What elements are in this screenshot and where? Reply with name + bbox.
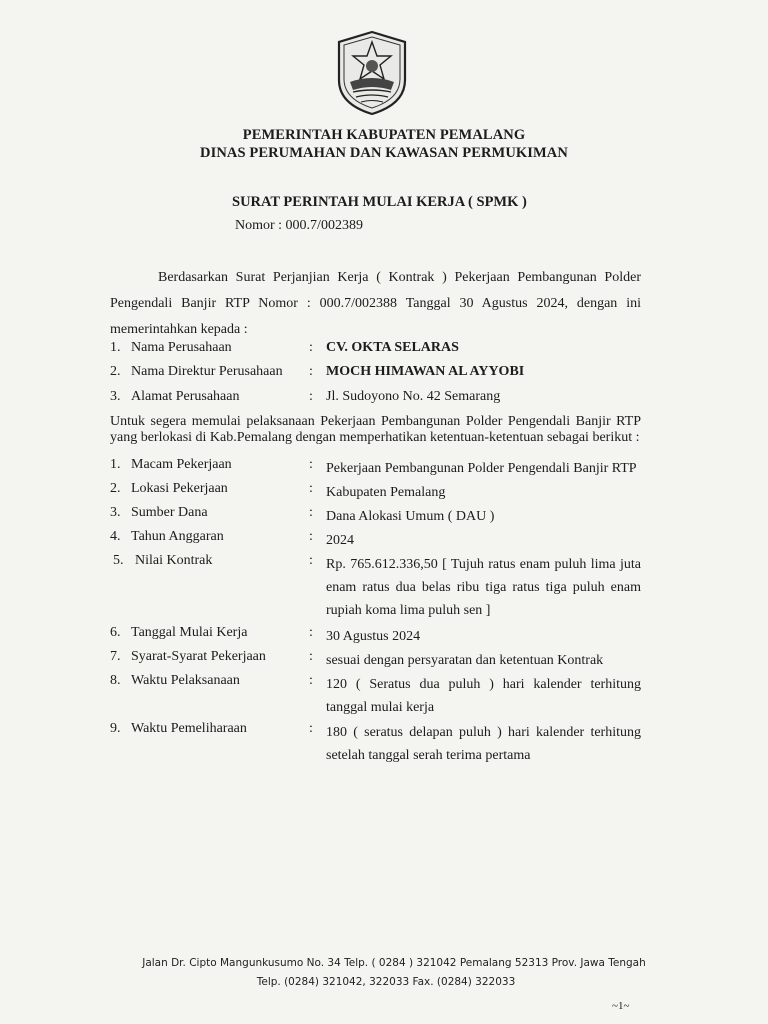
row-value: 120 ( Seratus dua puluh ) hari kalender terhitung tanggal mulai kerja: [326, 677, 641, 715]
letter-title: SURAT PERINTAH MULAI KERJA ( SPMK ): [232, 194, 527, 210]
row-label: Lokasi Pekerjaan: [131, 481, 228, 496]
row-label: Waktu Pemeliharaan: [131, 721, 247, 736]
intro-paragraph: Berdasarkan Surat Perjanjian Kerja ( Kontrak ) Pekerjaan Pembangunan Polder Pengendali Banjir RTP Nomor : 000.7/002388 Tanggal 30 Agustus 2024, dengan ini memerintahkan kepada :: [110, 270, 641, 337]
row-value: sesuai dengan persyaratan dan ketentuan Kontrak: [326, 653, 604, 668]
row-label: Syarat-Syarat Pekerjaan: [131, 649, 266, 664]
row-colon: :: [309, 721, 313, 736]
pemalang-emblem-logo: [333, 30, 411, 116]
government-name: PEMERINTAH KABUPATEN PEMALANG: [242, 127, 526, 143]
department-name: DINAS PERUMAHAN DAN KAWASAN PERMUKIMAN: [200, 145, 568, 161]
row-value: 30 Agustus 2024: [326, 629, 421, 644]
footer-phones: Telp. (0284) 321042, 322033 Fax. (0284) 322033: [256, 976, 516, 988]
row-colon: :: [309, 481, 313, 496]
row-number: 5.: [113, 553, 124, 568]
row-number: 1.: [110, 457, 121, 472]
row-number: 8.: [110, 673, 121, 688]
row-number: 3.: [110, 389, 121, 404]
page-number: ~1~: [612, 1000, 630, 1012]
row-colon: :: [309, 625, 313, 640]
row-label: Tahun Anggaran: [131, 529, 224, 544]
row-number: 4.: [110, 529, 121, 544]
row-label: Macam Pekerjaan: [131, 457, 232, 472]
row-label: Nama Direktur Perusahaan: [131, 364, 283, 379]
row-value: 180 ( seratus delapan puluh ) hari kalender terhitung setelah tanggal serah terima pertama: [326, 725, 641, 763]
company-address-value: Jl. Sudoyono No. 42 Semarang: [326, 389, 501, 404]
row-number: 3.: [110, 505, 121, 520]
row-label: Tanggal Mulai Kerja: [131, 625, 248, 640]
row-number: 1.: [110, 340, 121, 355]
instruction-paragraph: Untuk segera memulai pelaksanaan Pekerjaan Pembangunan Polder Pengendali Banjir RTP yang berlokasi di Kab.Pemalang dengan memperhatikan ketentuan-ketentuan sebagai berikut :: [110, 414, 641, 445]
letter-number: Nomor : 000.7/002389: [235, 218, 363, 233]
row-value: Kabupaten Pemalang: [326, 485, 446, 500]
row-number: 9.: [110, 721, 121, 736]
row-colon: :: [309, 529, 313, 544]
footer-address: Jalan Dr. Cipto Mangunkusumo No. 34 Telp. ( 0284 ) 321042 Pemalang 52313 Prov. Jawa Tengah: [142, 957, 646, 969]
row-number: 2.: [110, 481, 121, 496]
row-number: 6.: [110, 625, 121, 640]
row-colon: :: [309, 649, 313, 664]
row-number: 7.: [110, 649, 121, 664]
row-colon: :: [309, 364, 313, 379]
row-colon: :: [309, 505, 313, 520]
row-label: Nilai Kontrak: [135, 553, 213, 568]
row-label: Waktu Pelaksanaan: [131, 673, 240, 688]
row-value: Pekerjaan Pembangunan Polder Pengendali Banjir RTP: [326, 461, 637, 476]
company-name-value: CV. OKTA SELARAS: [326, 340, 459, 355]
row-colon: :: [309, 553, 313, 568]
row-colon: :: [309, 673, 313, 688]
row-colon: :: [309, 389, 313, 404]
row-number: 2.: [110, 364, 121, 379]
row-value: Dana Alokasi Umum ( DAU ): [326, 509, 495, 524]
row-label: Sumber Dana: [131, 505, 208, 520]
row-colon: :: [309, 340, 313, 355]
row-value: 2024: [326, 533, 354, 548]
director-name-value: MOCH HIMAWAN AL AYYOBI: [326, 364, 525, 379]
contract-value: Rp. 765.612.336,50 [ Tujuh ratus enam puluh lima juta enam ratus dua belas ribu tiga ratus tiga puluh enam rupiah koma lima puluh sen ]: [326, 557, 641, 618]
row-label: Alamat Perusahaan: [131, 389, 240, 404]
row-label: Nama Perusahaan: [131, 340, 232, 355]
row-colon: :: [309, 457, 313, 472]
